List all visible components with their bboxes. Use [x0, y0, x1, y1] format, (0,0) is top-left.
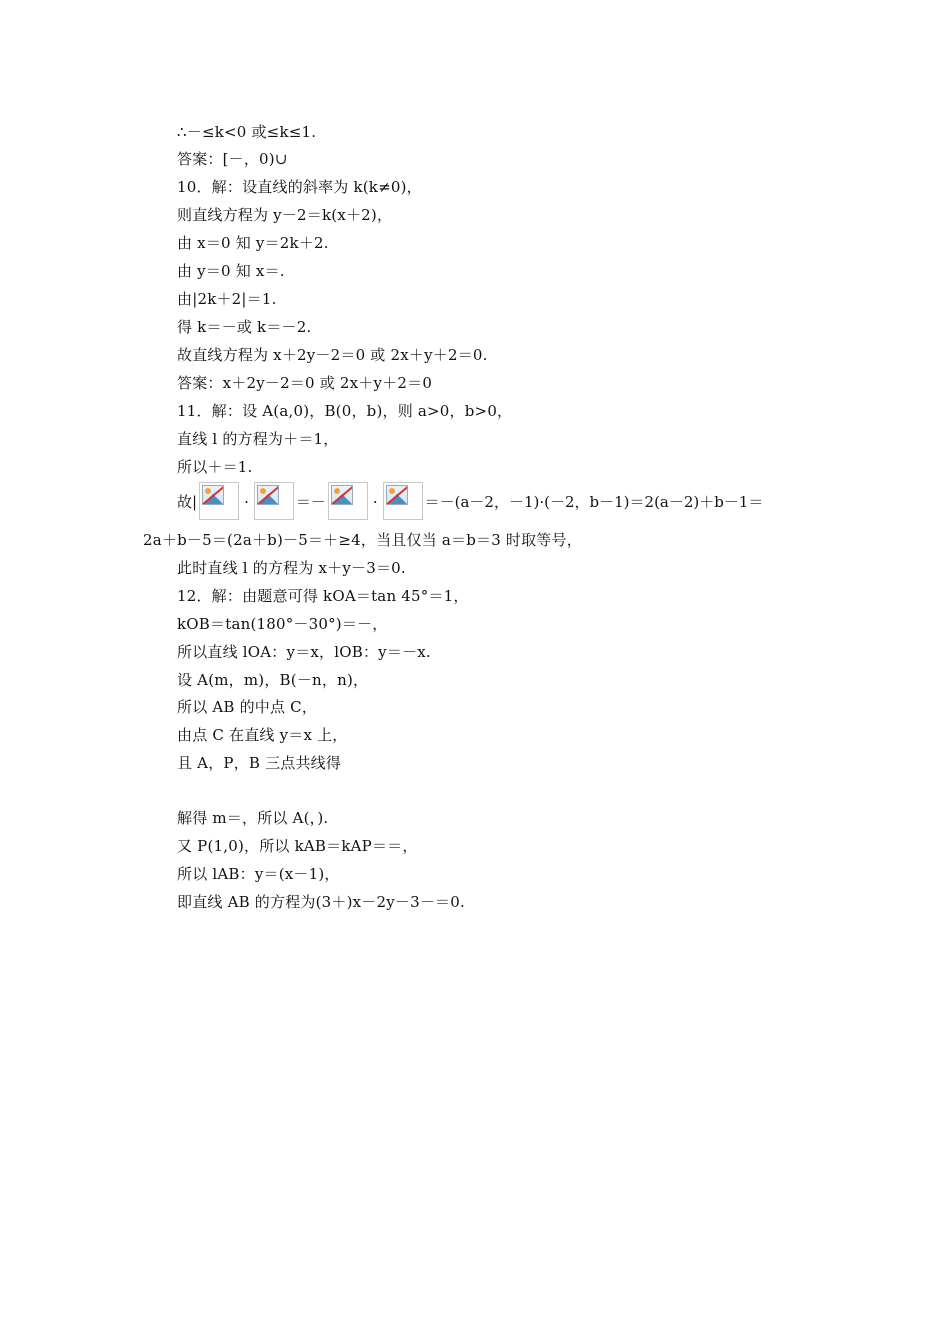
text-line: 解得 m＝，所以 A(，).: [177, 809, 329, 827]
text-line: kOB＝tan(180°－30°)＝－，: [177, 615, 388, 633]
text-line: 由 x＝0 知 y＝2k＋2.: [177, 234, 329, 252]
text-line: ∴－≤k<0 或≤k≤1.: [177, 123, 317, 141]
text-line: 则直线方程为 y－2＝k(x＋2)，: [177, 206, 393, 224]
broken-image-icon: [199, 482, 239, 520]
dot-operator: ·: [244, 493, 249, 511]
text-line: 即直线 AB 的方程为(3＋)x－2y－3－＝0.: [177, 893, 465, 911]
text-line: 又 P(1,0)，所以 kAB＝kAP＝＝，: [177, 837, 418, 855]
text-line: 答案：[－，0)∪: [177, 150, 288, 168]
text-line: 且 A，P，B 三点共线得: [177, 754, 342, 772]
text-line: 此时直线 l 的方程为 x＋y－3＝0.: [177, 559, 406, 577]
text-line: 由点 C 在直线 y＝x 上，: [177, 726, 348, 744]
text-line: 答案：x＋2y－2＝0 或 2x＋y＋2＝0: [177, 374, 433, 392]
text-line: 由 y＝0 知 x＝.: [177, 262, 285, 280]
text-line: 11．解：设 A(a,0)，B(0，b)，则 a>0，b>0，: [177, 402, 513, 420]
text-line: 设 A(m，m)，B(－n，n)，: [177, 671, 369, 689]
text-line: 10．解：设直线的斜率为 k(k≠0)，: [177, 178, 422, 196]
dot-operator: ·: [372, 493, 378, 511]
broken-image-icon: [328, 482, 368, 520]
broken-image-icon: [254, 482, 294, 520]
text-line: 直线 l 的方程为＋＝1，: [177, 430, 339, 448]
text-line: 所以＋＝1.: [177, 458, 253, 476]
text-line: 得 k＝－或 k＝－2.: [177, 318, 312, 336]
vector-mid: ＝－: [295, 493, 326, 511]
text-line: 12．解：由题意可得 kOA＝tan 45°＝1，: [177, 587, 469, 605]
vector-prefix: 故|: [177, 493, 198, 511]
text-line: 所以 AB 的中点 C，: [177, 698, 318, 716]
broken-image-icon: [383, 482, 423, 520]
vector-product-line: [177, 482, 763, 522]
text-line: 所以 lAB：y＝(x－1)，: [177, 865, 340, 883]
text-line: 所以直线 lOA：y＝x，lOB：y＝－x.: [177, 643, 431, 661]
vector-suffix: ＝－(a－2，－1)·(－2，b－1)＝2(a－2)＋b－1＝: [424, 493, 764, 511]
text-line: 2a＋b－5＝(2a＋b)－5＝＋≥4，当且仅当 a＝b＝3 时取等号，: [143, 531, 582, 549]
text-line: 故直线方程为 x＋2y－2＝0 或 2x＋y＋2＝0.: [177, 346, 488, 364]
text-line: 由|2k＋2|＝1.: [177, 290, 277, 308]
